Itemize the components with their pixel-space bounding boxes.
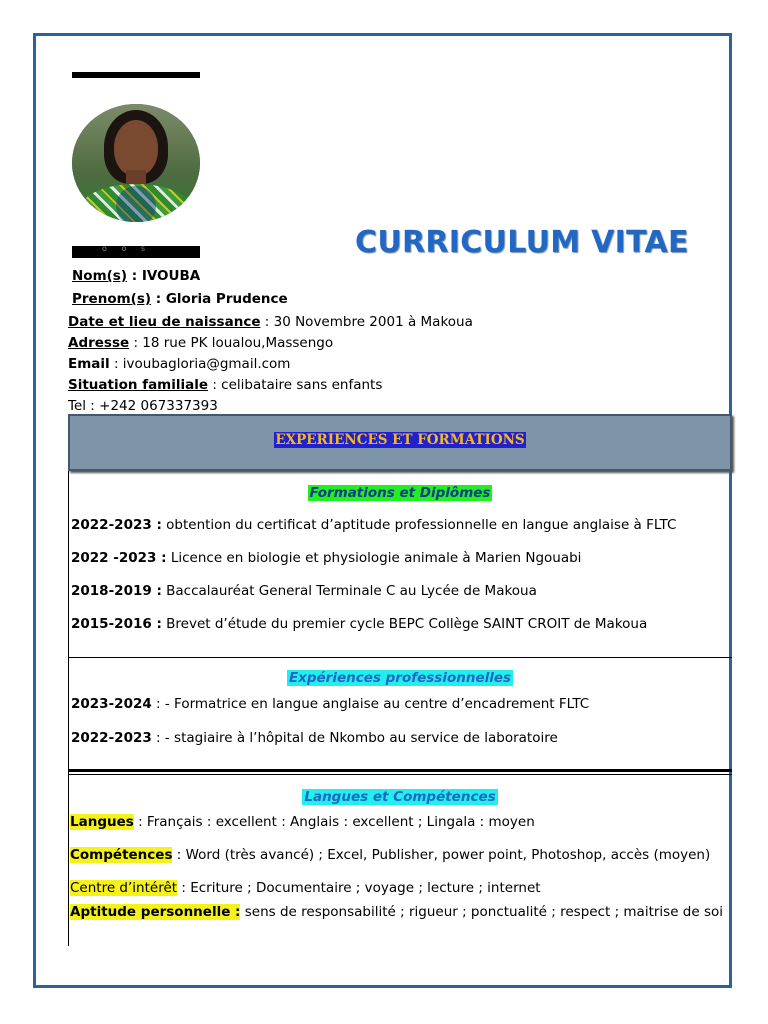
langues-row: [70, 814, 535, 830]
aptitude-label: Aptitude personnelle :: [70, 904, 241, 920]
experience-years: 2023-2024: [71, 696, 152, 712]
thin-divider: [68, 774, 732, 775]
prenom-label: Prenom(s): [72, 291, 152, 307]
email-line: [68, 354, 290, 374]
photo-bottom-bar: [72, 246, 200, 258]
naissance-value: : 30 Novembre 2001 à Makoua: [260, 314, 473, 330]
nom-value: : IVOUBA: [127, 268, 201, 284]
interet-value: : Ecriture ; Documentaire ; voyage ; lecture ; internet: [177, 880, 541, 896]
formation-row: [71, 616, 647, 632]
formations-heading: Formations et Diplômes: [309, 485, 491, 501]
langues-heading: Langues et Compétences: [304, 789, 496, 805]
adresse-label: Adresse: [68, 335, 130, 351]
aptitude-row: [70, 904, 723, 920]
competences-row: [70, 847, 710, 863]
tel-line: [68, 396, 218, 414]
tel-value: Tel : +242 067337393: [68, 398, 218, 414]
formation-row: [71, 550, 581, 566]
experience-row: [71, 730, 558, 746]
prenom-line: [72, 289, 288, 309]
experience-years: 2022-2023: [71, 730, 152, 746]
divider: [68, 657, 732, 658]
experience-text: : - Formatrice en langue anglaise au centre d’encadrement FLTC: [151, 696, 590, 712]
thick-divider: [68, 769, 732, 772]
photo-top-bar: [72, 72, 200, 78]
formation-text: obtention du certificat d’aptitude professionnelle en langue anglaise à FLTC: [161, 517, 677, 533]
langues-label: Langues: [70, 814, 134, 830]
situation-line: [68, 375, 382, 395]
formation-years: 2015-2016 :: [71, 616, 162, 632]
adresse-line: [68, 333, 333, 353]
situation-label: Situation familiale: [68, 377, 209, 393]
prenom-value: : Gloria Prudence: [151, 291, 288, 307]
formations-heading-wrap: [68, 485, 732, 501]
competences-label: Compétences: [70, 847, 173, 863]
experiences-heading-wrap: [68, 670, 732, 686]
formation-text: Brevet d’étude du premier cycle BEPC Collège SAINT CROIT de Makoua: [161, 616, 648, 632]
nom-line: [72, 266, 200, 286]
formation-row: [71, 517, 676, 533]
table-left-border: [68, 471, 69, 946]
section-header-title: EXPERIENCES ET FORMATIONS: [275, 432, 525, 448]
situation-value: : celibataire sans enfants: [208, 377, 383, 393]
email-value: : ivoubagloria@gmail.com: [109, 356, 291, 372]
formation-years: 2018-2019 :: [71, 583, 162, 599]
formation-row: [71, 583, 537, 599]
interet-label: Centre d’intérêt: [70, 880, 178, 896]
aptitude-value: sens de responsabilité ; rigueur ; ponctualité ; respect ; maitrise de soi: [240, 904, 724, 920]
document-title: CURRICULUM VITAE: [355, 225, 689, 260]
langues-heading-wrap: [68, 789, 732, 805]
adresse-value: : 18 rue PK loualou,Massengo: [129, 335, 334, 351]
nom-label: Nom(s): [72, 268, 128, 284]
formation-years: 2022 -2023 :: [71, 550, 167, 566]
section-header: [68, 414, 732, 471]
experiences-heading: Expériences professionnelles: [288, 670, 512, 686]
competences-value: : Word (très avancé) ; Excel, Publisher, power point, Photoshop, accès (moyen): [172, 847, 711, 863]
formation-text: Baccalauréat General Terminale C au Lycée de Makoua: [161, 583, 537, 599]
experience-row: [71, 696, 589, 712]
naissance-label: Date et lieu de naissance: [68, 314, 261, 330]
interet-row: [70, 880, 541, 896]
profile-photo: [72, 82, 200, 240]
photo-caption: o o s: [102, 244, 152, 253]
naissance-line: [68, 312, 473, 332]
langues-value: : Français : excellent : Anglais : excellent ; Lingala : moyen: [133, 814, 535, 830]
formation-text: Licence en biologie et physiologie animale à Marien Ngouabi: [166, 550, 582, 566]
experience-text: : - stagiaire à l’hôpital de Nkombo au service de laboratoire: [151, 730, 558, 746]
email-label: Email: [68, 356, 110, 372]
formation-years: 2022-2023 :: [71, 517, 162, 533]
